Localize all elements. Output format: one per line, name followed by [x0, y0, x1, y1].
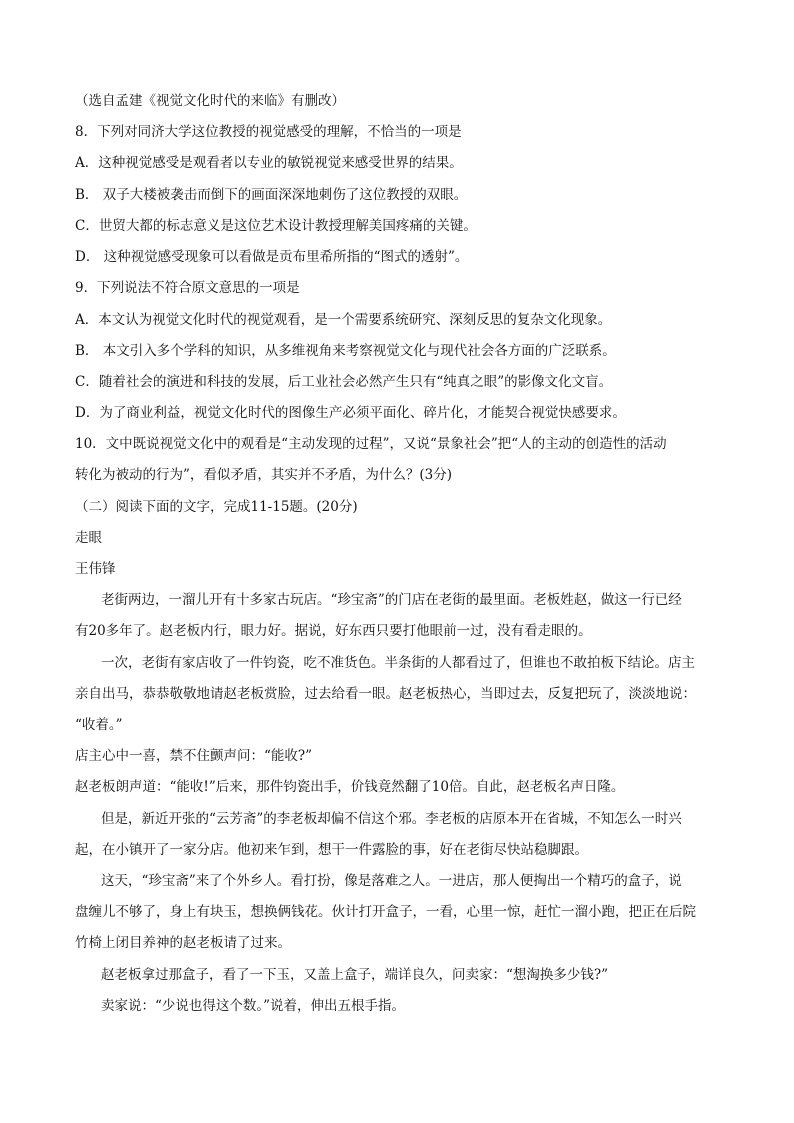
story-author: 王伟锋 [75, 561, 116, 577]
question-8-stem: 8．下列对同济大学这位教授的视觉感受的理解，不恰当的一项是 [75, 124, 462, 140]
paragraph-6-line-1: 这天，“珍宝斋”来了个外乡人。看打扮，像是落难之人。一进店，那人便掏出一个精巧的盒子，说 [101, 873, 682, 889]
paragraph-6-line-2: 盘缠儿不够了，身上有块玉，想换俩钱花。伙计打开盒子，一看，心里一惊，赶忙一溜小跑，把正在后院 [75, 904, 696, 920]
section-2-heading: （二）阅读下面的文字，完成11-15题。(20分) [75, 499, 358, 515]
paragraph-1-line-1: 老街两边，一溜儿开有十多家古玩店。“珍宝斋”的门店在老街的最里面。老板姓赵，做这一行已经 [101, 592, 682, 608]
paragraph-6-line-3: 竹椅上闭目养神的赵老板请了过来。 [75, 935, 291, 951]
question-8-option-a: A．这种视觉感受是观看者以专业的敏锐视觉来感受世界的结果。 [75, 155, 463, 171]
paragraph-2-line-1: 一次，老街有家店收了一件钧瓷，吃不准货色。半条街的人都看过了，但谁也不敢拍板下结论。店主 [101, 655, 695, 671]
paragraph-5-line-1: 但是，新近开张的“云芳斋”的李老板却偏不信这个邪。李老板的店原本开在省城，不知怎么一时兴 [101, 811, 682, 827]
question-8-option-d: D． 这种视觉感受现象可以看做是贡布里希所指的“图式的透射”。 [75, 249, 469, 265]
paragraph-7: 赵老板拿过那盒子，看了一下玉，又盖上盒子，端详良久，问卖家：“想淘换多少钱?” [101, 967, 609, 983]
paragraph-2-line-3: “收着。” [75, 717, 123, 733]
source-note: （选自孟建《视觉文化时代的来临》有删改） [75, 93, 345, 109]
question-9-option-a: A．本文认为视觉文化时代的视觉观看，是一个需要系统研究、深刻反思的复杂文化现象。 [75, 312, 612, 328]
question-10-line-1: 10．文中既说视觉文化中的观看是“主动发现的过程”，又说“景象社会”把“人的主动的创造性的活动 [75, 436, 667, 452]
question-9-option-b: B． 本文引入多个学科的知识，从多维视角来考察视觉文化与现代社会各方面的广泛联系。 [75, 343, 616, 359]
question-9-option-d: D．为了商业利益，视觉文化时代的图像生产必须平面化、碎片化，才能契合视觉快感要求。 [75, 405, 626, 421]
paragraph-5-line-2: 起，在小镇开了一家分店。他初来乍到，想干一件露脸的事，好在老街尽快站稳脚跟。 [75, 842, 588, 858]
question-10-line-2: 转化为被动的行为”，看似矛盾，其实并不矛盾，为什么？(3分) [75, 467, 453, 483]
question-8-option-b: B． 双子大楼被袭击而倒下的画面深深地刺伤了这位教授的双眼。 [75, 187, 468, 203]
paragraph-1-line-2: 有20多年了。赵老板内行，眼力好。据说，好东西只要打他眼前一过，没有看走眼的。 [75, 623, 592, 639]
paragraph-3: 店主心中一喜，禁不住颤声问：“能收?” [75, 748, 313, 764]
paragraph-4: 赵老板朗声道：“能收!”后来，那件钧瓷出手，价钱竟然翻了10倍。自此，赵老板名声日隆。 [75, 779, 625, 795]
paragraph-8: 卖家说：“少说也得这个数。”说着，伸出五根手指。 [101, 998, 406, 1014]
question-9-option-c: C．随着社会的演进和科技的发展，后工业社会必然产生只有“纯真之眼”的影像文化文盲。 [75, 374, 613, 390]
question-8-option-c: C．世贸大都的标志意义是这位艺术设计教授理解美国疼痛的关键。 [75, 218, 477, 234]
question-9-stem: 9．下列说法不符合原文意思的一项是 [75, 280, 300, 296]
story-title: 走眼 [75, 530, 102, 546]
paragraph-2-line-2: 亲自出马，恭恭敬敬地请赵老板赏脸，过去给看一眼。赵老板热心，当即过去，反复把玩了，淡淡地说： [75, 686, 696, 702]
